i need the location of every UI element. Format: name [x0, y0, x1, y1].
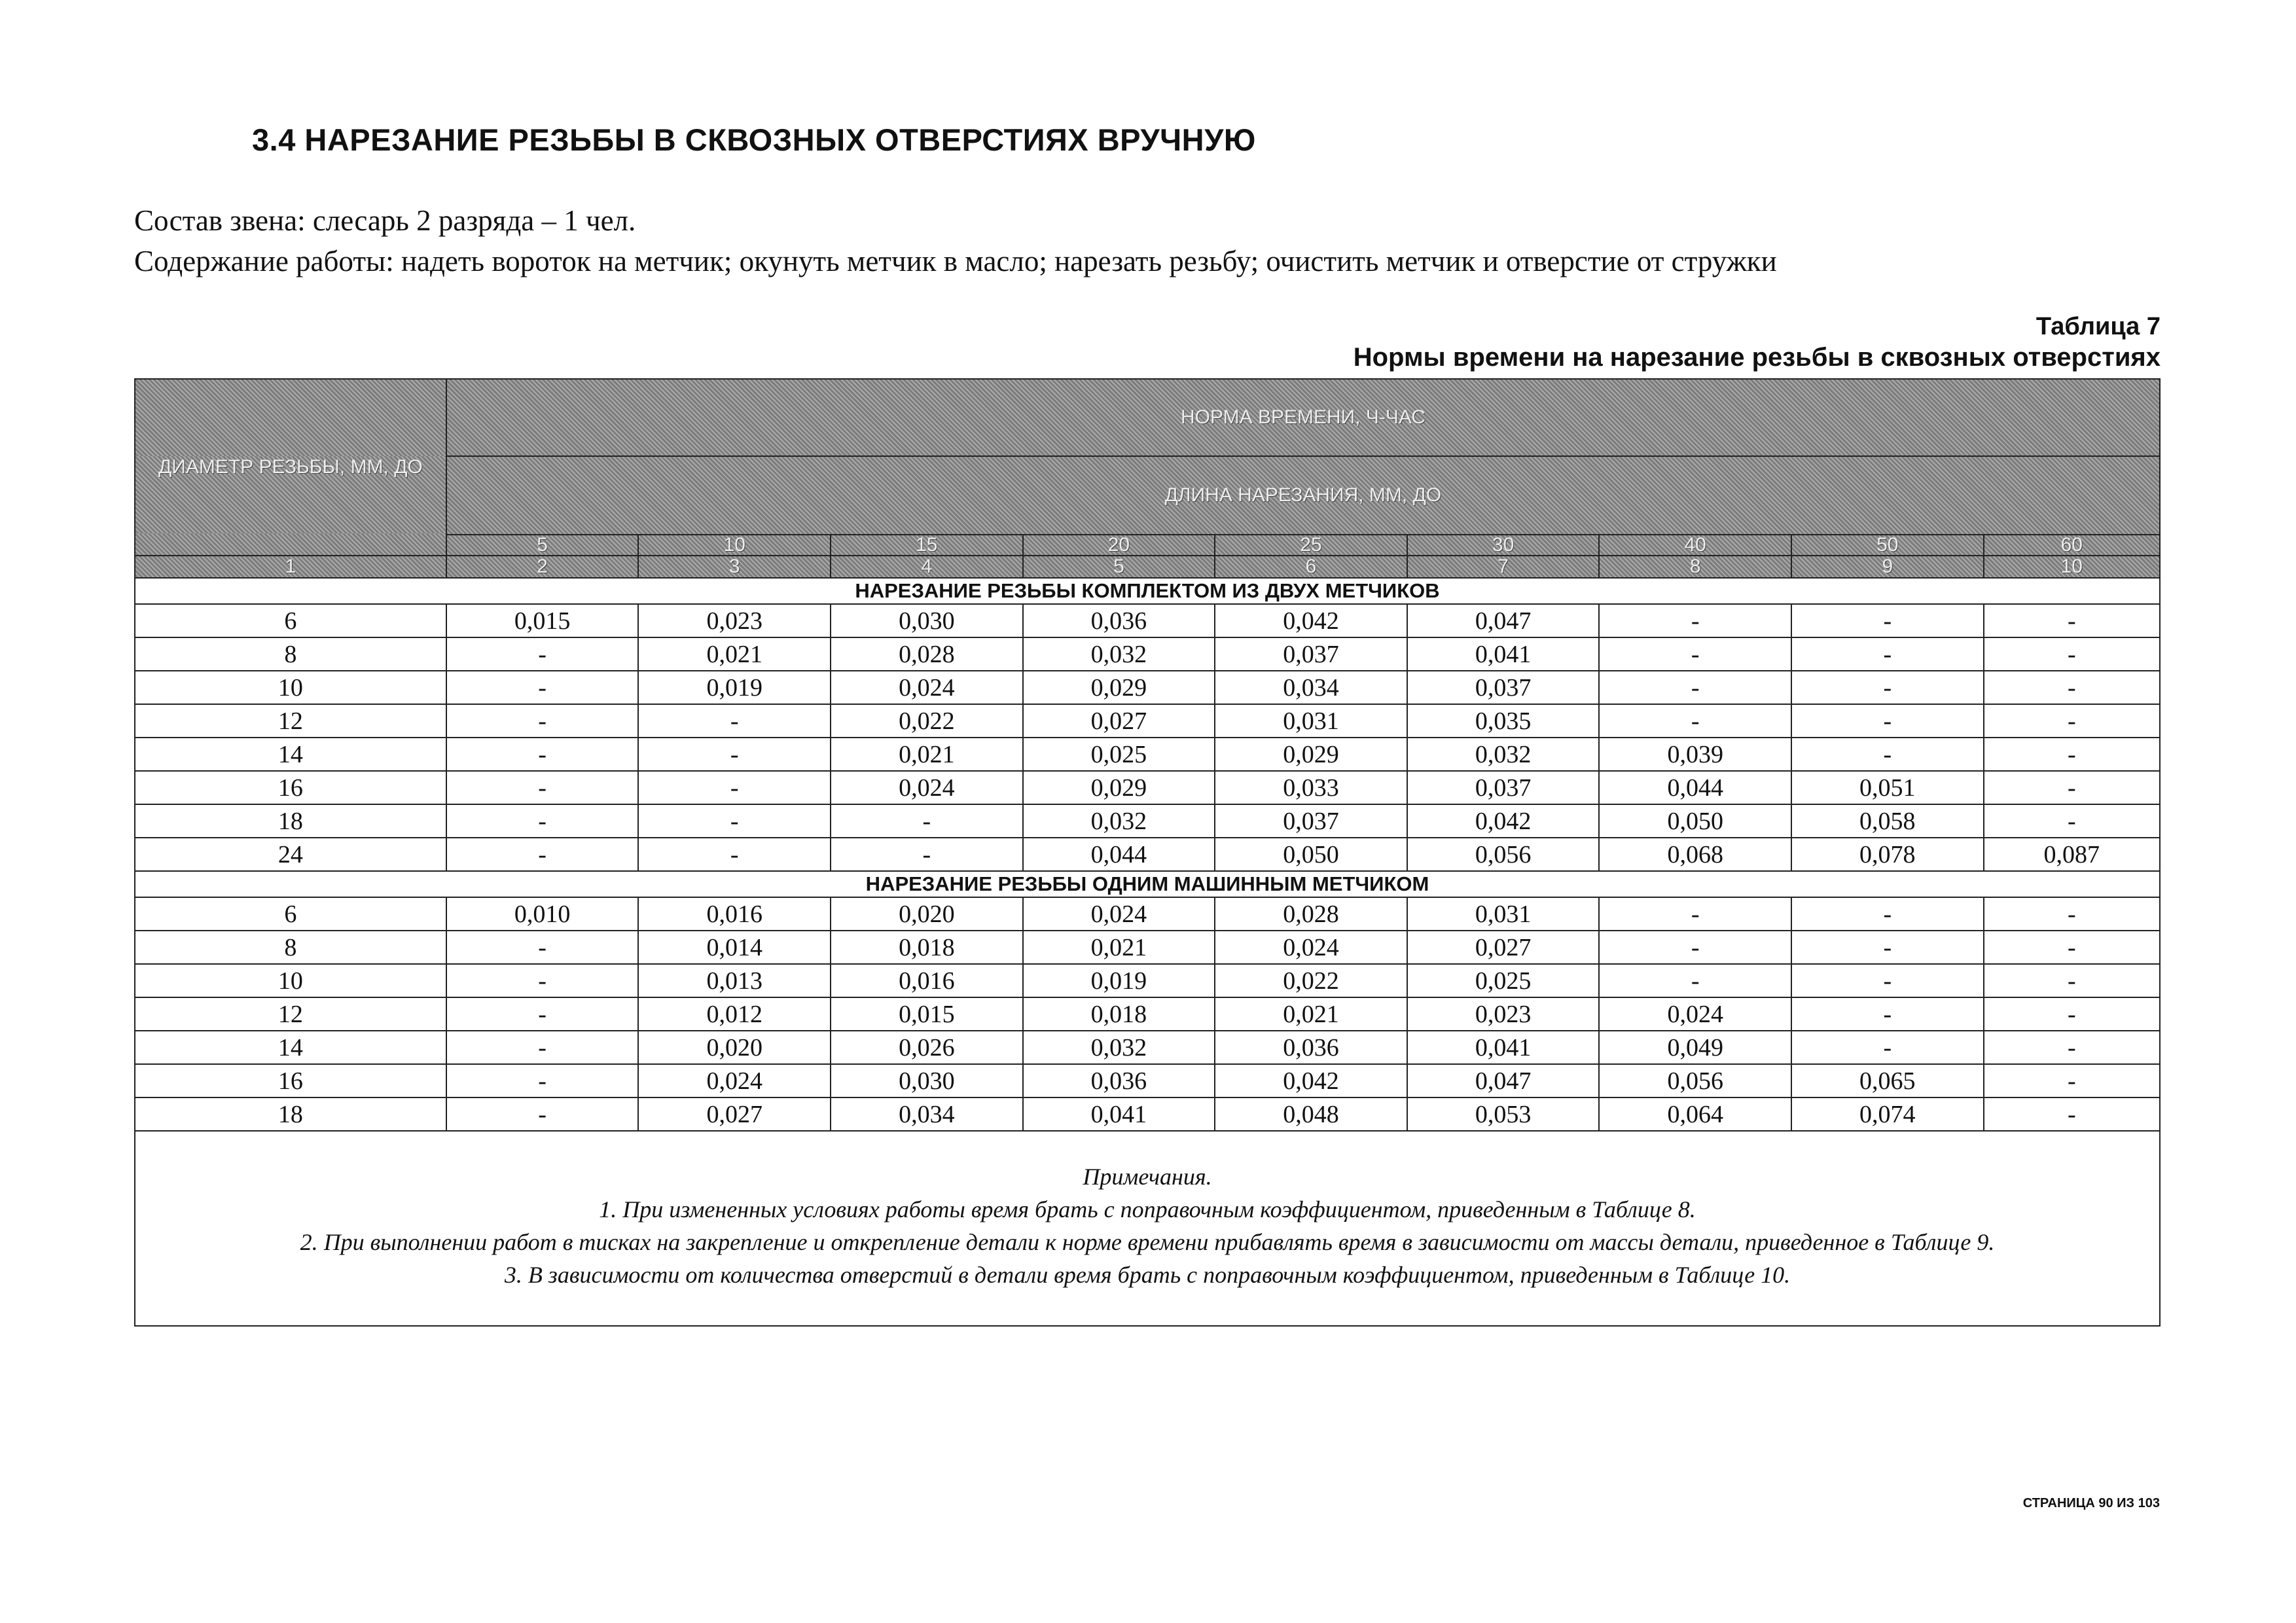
- notes-block: [135, 1132, 2159, 1291]
- norm-cell: 0,024: [1599, 997, 1791, 1031]
- content-line: Содержание работы: надеть вороток на метчик; окунуть метчик в масло; нарезать резьбу; очистить метчик и отверстие от стружки: [134, 245, 1777, 277]
- norm-cell: 0,019: [1023, 964, 1215, 997]
- norm-cell: -: [1984, 704, 2160, 738]
- diameter-cell: 10: [135, 964, 446, 997]
- norm-cell: -: [1791, 897, 1984, 931]
- norm-cell: -: [1791, 637, 1984, 671]
- norm-cell: 0,013: [638, 964, 831, 997]
- column-number: 1: [135, 556, 446, 578]
- norm-cell: 0,036: [1023, 604, 1215, 637]
- norm-cell: -: [1984, 1097, 2160, 1131]
- norm-cell: -: [446, 997, 639, 1031]
- length-value: 50: [1791, 535, 1984, 556]
- norm-cell: 0,051: [1791, 771, 1984, 804]
- length-value: 15: [831, 535, 1023, 556]
- column-number: 7: [1407, 556, 1600, 578]
- table-row: [135, 637, 2160, 671]
- length-header: ДЛИНА НАРЕЗАНИЯ, ММ, ДО: [446, 456, 2160, 535]
- norm-cell: 0,029: [1023, 771, 1215, 804]
- section-row: [135, 578, 2160, 604]
- norm-cell: 0,041: [1023, 1097, 1215, 1131]
- length-value: 25: [1215, 535, 1407, 556]
- column-number: 3: [638, 556, 831, 578]
- norm-cell: 0,044: [1023, 838, 1215, 871]
- diameter-cell: 6: [135, 897, 446, 931]
- norm-cell: -: [1984, 1031, 2160, 1064]
- diameter-cell: 12: [135, 997, 446, 1031]
- norm-cell: 0,022: [831, 704, 1023, 738]
- column-number: 10: [1984, 556, 2160, 578]
- norm-cell: 0,037: [1407, 771, 1600, 804]
- norm-cell: -: [1599, 671, 1791, 704]
- norm-cell: -: [1984, 637, 2160, 671]
- column-number: 2: [446, 556, 639, 578]
- norm-cell: -: [1984, 964, 2160, 997]
- length-value: 20: [1023, 535, 1215, 556]
- norm-cell: 0,024: [831, 671, 1023, 704]
- norm-cell: -: [446, 671, 639, 704]
- notes-heading: Примечания.: [1083, 1164, 1212, 1190]
- table-body: [135, 578, 2160, 1131]
- norm-cell: 0,047: [1407, 1064, 1600, 1097]
- norm-cell: -: [1984, 1064, 2160, 1097]
- norm-cell: -: [1791, 997, 1984, 1031]
- norm-cell: 0,064: [1599, 1097, 1791, 1131]
- norm-cell: 0,042: [1407, 804, 1600, 838]
- table-row: [135, 1097, 2160, 1131]
- table-row: [135, 931, 2160, 964]
- length-value: 5: [446, 535, 639, 556]
- norm-cell: -: [1599, 704, 1791, 738]
- diameter-cell: 16: [135, 771, 446, 804]
- diameter-cell: 16: [135, 1064, 446, 1097]
- norm-cell: -: [1984, 671, 2160, 704]
- norm-cell: 0,050: [1215, 838, 1407, 871]
- diameter-cell: 8: [135, 931, 446, 964]
- norm-cell: -: [1984, 804, 2160, 838]
- table-row: [135, 738, 2160, 771]
- norm-cell: 0,027: [1023, 704, 1215, 738]
- norm-cell: 0,058: [1791, 804, 1984, 838]
- norm-cell: 0,023: [638, 604, 831, 637]
- norm-cell: 0,036: [1215, 1031, 1407, 1064]
- table-title: Нормы времени на нарезание резьбы в сквозных отверстиях: [1353, 343, 2161, 372]
- norm-cell: 0,068: [1599, 838, 1791, 871]
- norm-cell: 0,042: [1215, 604, 1407, 637]
- table-row: [135, 604, 2160, 637]
- norm-cell: 0,014: [638, 931, 831, 964]
- table-row: [135, 1031, 2160, 1064]
- norm-cell: 0,031: [1407, 897, 1600, 931]
- norm-cell: 0,024: [1215, 931, 1407, 964]
- norm-cell: -: [831, 838, 1023, 871]
- norm-cell: 0,049: [1599, 1031, 1791, 1064]
- norm-cell: -: [1984, 771, 2160, 804]
- norm-cell: 0,087: [1984, 838, 2160, 871]
- norm-cell: -: [831, 804, 1023, 838]
- norm-cell: 0,030: [831, 604, 1023, 637]
- note-item: 1. При измененных условиях работы время брать с поправочным коэффициентом, приведенным в Таблице 8.: [599, 1196, 1696, 1222]
- norm-cell: -: [1984, 997, 2160, 1031]
- norm-cell: 0,016: [638, 897, 831, 931]
- norm-cell: -: [1791, 964, 1984, 997]
- norm-cell: 0,034: [1215, 671, 1407, 704]
- norm-cell: -: [446, 931, 639, 964]
- table-row: [135, 897, 2160, 931]
- norm-cell: 0,032: [1023, 804, 1215, 838]
- diameter-cell: 18: [135, 1097, 446, 1131]
- norm-cell: 0,020: [831, 897, 1023, 931]
- norm-cell: -: [1791, 738, 1984, 771]
- norm-cell: 0,012: [638, 997, 831, 1031]
- norm-cell: 0,024: [638, 1064, 831, 1097]
- norm-cell: -: [446, 1097, 639, 1131]
- crew-line: Состав звена: слесарь 2 разряда – 1 чел.: [134, 204, 636, 237]
- diameter-header: ДИАМЕТР РЕЗЬБЫ, ММ, ДО: [135, 379, 446, 556]
- norm-cell: 0,037: [1215, 637, 1407, 671]
- notes-row: [135, 1131, 2160, 1326]
- section-title: НАРЕЗАНИЕ РЕЗЬБЫ ОДНИМ МАШИННЫМ МЕТЧИКОМ: [135, 871, 2160, 897]
- table-row: [135, 804, 2160, 838]
- norm-cell: -: [1599, 897, 1791, 931]
- norm-cell: -: [638, 738, 831, 771]
- diameter-cell: 14: [135, 1031, 446, 1064]
- norm-cell: 0,029: [1215, 738, 1407, 771]
- norm-cell: 0,033: [1215, 771, 1407, 804]
- norm-cell: -: [1599, 964, 1791, 997]
- norm-cell: 0,035: [1407, 704, 1600, 738]
- column-number: 6: [1215, 556, 1407, 578]
- norm-cell: 0,034: [831, 1097, 1023, 1131]
- table-row: [135, 997, 2160, 1031]
- norm-cell: 0,015: [831, 997, 1023, 1031]
- column-numbers-row: [135, 556, 2160, 578]
- table-row: [135, 964, 2160, 997]
- norm-cell: 0,021: [831, 738, 1023, 771]
- norm-cell: -: [1599, 637, 1791, 671]
- diameter-cell: 6: [135, 604, 446, 637]
- table-row: [135, 704, 2160, 738]
- norm-cell: 0,025: [1023, 738, 1215, 771]
- section-row: [135, 871, 2160, 897]
- norm-cell: 0,021: [1215, 997, 1407, 1031]
- norm-cell: -: [638, 804, 831, 838]
- column-number: 4: [831, 556, 1023, 578]
- table-header: [135, 379, 2160, 578]
- norm-cell: 0,024: [831, 771, 1023, 804]
- norm-cell: 0,025: [1407, 964, 1600, 997]
- time-norms-table: [134, 378, 2161, 1327]
- norm-cell: 0,044: [1599, 771, 1791, 804]
- norm-cell: -: [446, 1064, 639, 1097]
- column-number: 5: [1023, 556, 1215, 578]
- norm-cell: -: [1984, 931, 2160, 964]
- norm-cell: 0,056: [1407, 838, 1600, 871]
- norm-cell: 0,074: [1791, 1097, 1984, 1131]
- length-value: 30: [1407, 535, 1600, 556]
- norm-cell: 0,029: [1023, 671, 1215, 704]
- norm-cell: 0,021: [638, 637, 831, 671]
- diameter-cell: 18: [135, 804, 446, 838]
- norm-cell: -: [446, 704, 639, 738]
- norm-cell: 0,053: [1407, 1097, 1600, 1131]
- note-item: 2. При выполнении работ в тисках на закрепление и открепление детали к норме времени прибавлять время в зависимости от массы детали, приведенное в Таблице 9.: [300, 1229, 1995, 1255]
- norm-cell: 0,032: [1407, 738, 1600, 771]
- table-row: [135, 771, 2160, 804]
- table-row: [135, 838, 2160, 871]
- norm-cell: 0,032: [1023, 1031, 1215, 1064]
- norm-cell: 0,078: [1791, 838, 1984, 871]
- section-title: НАРЕЗАНИЕ РЕЗЬБЫ КОМПЛЕКТОМ ИЗ ДВУХ МЕТЧИКОВ: [135, 578, 2160, 604]
- length-value: 10: [638, 535, 831, 556]
- norm-cell: 0,041: [1407, 637, 1600, 671]
- norm-cell: 0,024: [1023, 897, 1215, 931]
- norm-cell: -: [1791, 604, 1984, 637]
- norm-cell: 0,028: [831, 637, 1023, 671]
- notes-cell: [135, 1131, 2160, 1326]
- table-row: [135, 1064, 2160, 1097]
- norm-cell: -: [1984, 897, 2160, 931]
- norm-cell: -: [446, 771, 639, 804]
- norm-cell: -: [638, 771, 831, 804]
- length-value: 60: [1984, 535, 2160, 556]
- norm-cell: 0,056: [1599, 1064, 1791, 1097]
- norm-cell: -: [446, 738, 639, 771]
- column-number: 9: [1791, 556, 1984, 578]
- section-title: 3.4 НАРЕЗАНИЕ РЕЗЬБЫ В СКВОЗНЫХ ОТВЕРСТИЯХ ВРУЧНУЮ: [252, 122, 1256, 157]
- norm-cell: 0,027: [1407, 931, 1600, 964]
- norm-cell: 0,031: [1215, 704, 1407, 738]
- norm-cell: 0,050: [1599, 804, 1791, 838]
- diameter-cell: 8: [135, 637, 446, 671]
- norm-cell: 0,037: [1407, 671, 1600, 704]
- diameter-cell: 14: [135, 738, 446, 771]
- diameter-cell: 12: [135, 704, 446, 738]
- norm-cell: -: [446, 637, 639, 671]
- norm-cell: 0,022: [1215, 964, 1407, 997]
- column-number: 8: [1599, 556, 1791, 578]
- norm-header: НОРМА ВРЕМЕНИ, Ч-ЧАС: [446, 379, 2160, 456]
- length-value: 40: [1599, 535, 1791, 556]
- norm-cell: 0,042: [1215, 1064, 1407, 1097]
- norm-cell: -: [446, 804, 639, 838]
- norm-cell: -: [1791, 931, 1984, 964]
- norm-cell: 0,041: [1407, 1031, 1600, 1064]
- work-description: [134, 200, 1777, 281]
- norm-cell: 0,027: [638, 1097, 831, 1131]
- norm-cell: -: [1984, 738, 2160, 771]
- norm-cell: 0,026: [831, 1031, 1023, 1064]
- norm-cell: -: [1599, 931, 1791, 964]
- norm-cell: 0,030: [831, 1064, 1023, 1097]
- norm-cell: 0,039: [1599, 738, 1791, 771]
- norm-cell: 0,021: [1023, 931, 1215, 964]
- norm-cell: -: [1791, 671, 1984, 704]
- norm-cell: 0,018: [831, 931, 1023, 964]
- norm-cell: 0,048: [1215, 1097, 1407, 1131]
- note-item: 3. В зависимости от количества отверстий в детали время брать с поправочным коэффициентом, приведенным в Таблице 10.: [504, 1262, 1791, 1288]
- norm-cell: 0,023: [1407, 997, 1600, 1031]
- norm-cell: 0,032: [1023, 637, 1215, 671]
- diameter-cell: 24: [135, 838, 446, 871]
- norm-cell: -: [1599, 604, 1791, 637]
- norm-cell: 0,015: [446, 604, 639, 637]
- norm-cell: 0,037: [1215, 804, 1407, 838]
- page-number: СТРАНИЦА 90 ИЗ 103: [2022, 1496, 2160, 1510]
- table-label: Таблица 7: [2036, 313, 2161, 340]
- norm-cell: -: [638, 704, 831, 738]
- norm-cell: -: [1984, 604, 2160, 637]
- norm-cell: 0,018: [1023, 997, 1215, 1031]
- norm-cell: -: [446, 838, 639, 871]
- norm-cell: -: [1791, 1031, 1984, 1064]
- norm-cell: -: [446, 1031, 639, 1064]
- norm-cell: 0,020: [638, 1031, 831, 1064]
- norm-cell: -: [1791, 704, 1984, 738]
- norm-cell: -: [446, 964, 639, 997]
- norm-cell: -: [638, 838, 831, 871]
- norm-cell: 0,036: [1023, 1064, 1215, 1097]
- table-row: [135, 671, 2160, 704]
- norm-cell: 0,019: [638, 671, 831, 704]
- norm-cell: 0,010: [446, 897, 639, 931]
- diameter-cell: 10: [135, 671, 446, 704]
- norm-cell: 0,047: [1407, 604, 1600, 637]
- norm-cell: 0,065: [1791, 1064, 1984, 1097]
- norm-cell: 0,016: [831, 964, 1023, 997]
- norm-cell: 0,028: [1215, 897, 1407, 931]
